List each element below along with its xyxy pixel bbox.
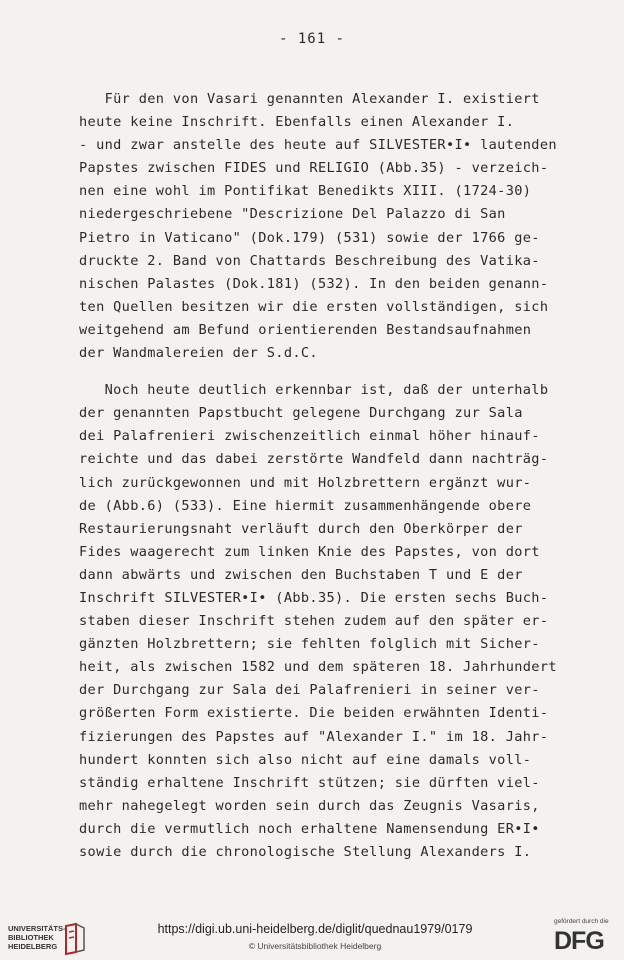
text-line: heute keine Inschrift. Ebenfalls einen Alexander I. bbox=[79, 114, 515, 131]
text-line: dei Palafrenieri zwischenzeitlich einmal höher hinauf- bbox=[79, 428, 540, 445]
text-line: hundert konnten sich also nicht auf eine damals voll- bbox=[79, 751, 532, 768]
text-line: lich zurückgewonnen und mit Holzbrettern ergänzt wur- bbox=[79, 474, 532, 491]
dfg-logo[interactable] bbox=[540, 916, 620, 956]
text-line: Restaurierungsnaht verläuft durch den Oberkörper der bbox=[79, 520, 523, 537]
footer bbox=[0, 912, 624, 960]
dfg-logo-text: DFG bbox=[554, 927, 604, 955]
text-line: weitgehend am Befund orientierenden Bestandsaufnahmen bbox=[79, 321, 532, 338]
text-line: staben dieser Inschrift stehen zudem auf den später er- bbox=[79, 613, 549, 630]
paragraph-2 bbox=[79, 379, 599, 864]
text-line: Noch heute deutlich erkennbar ist, daß der unterhalb bbox=[79, 382, 549, 399]
paragraph-gap bbox=[79, 365, 599, 379]
text-line: dann abwärts und zwischen den Buchstaben T und E der bbox=[79, 566, 523, 583]
text-line: niedergeschriebene "Descrizione Del Palazzo di San bbox=[79, 206, 506, 223]
text-line: Für den von Vasari genannten Alexander I. existiert bbox=[79, 91, 540, 107]
text-line: fizierungen des Papstes auf "Alexander I." im 18. Jahr- bbox=[79, 728, 549, 745]
text-line: heit, als zwischen 1582 und dem späteren 18. Jahrhundert bbox=[79, 659, 557, 676]
text-line: nen eine wohl im Pontifikat Benedikts XIII. (1724-30) bbox=[79, 183, 532, 200]
text-line: - und zwar anstelle des heute auf SILVESTER•I• lautenden bbox=[79, 137, 557, 154]
library-logo[interactable] bbox=[8, 920, 128, 956]
text-line: der Wandmalereien der S.d.C. bbox=[79, 345, 318, 362]
text-line: nischen Palastes (Dok.181) (532). In den beiden genann- bbox=[79, 275, 549, 292]
text-line: gänzten Holzbrettern; sie fehlten folglich mit Sicher- bbox=[79, 636, 540, 653]
document-url-link[interactable]: https://digi.ub.uni-heidelberg.de/diglit/quednau1979/0179 bbox=[157, 922, 473, 936]
funder-caption: gefördert durch die bbox=[554, 918, 609, 925]
body-text bbox=[79, 88, 599, 864]
copyright-notice: © Universitätsbibliothek Heidelberg bbox=[248, 941, 382, 951]
text-line: größerten Form existierte. Die beiden erwähnten Identi- bbox=[79, 705, 549, 722]
text-line: de (Abb.6) (533). Eine hiermit zusammenhängende obere bbox=[79, 497, 532, 514]
text-line: Papstes zwischen FIDES und RELIGIO (Abb.35) - verzeich- bbox=[79, 160, 549, 177]
text-line: reichte und das dabei zerstörte Wandfeld dann nachträg- bbox=[79, 451, 549, 468]
text-line: druckte 2. Band von Chattards Beschreibung des Vatika- bbox=[79, 252, 540, 269]
text-line: mehr nahegelegt worden sein durch das Zeugnis Vasaris, bbox=[79, 797, 540, 814]
text-line: der genannten Papstbucht gelegene Durchgang zur Sala bbox=[79, 405, 523, 422]
text-line: Inschrift SILVESTER•I• (Abb.35). Die ersten sechs Buch- bbox=[79, 589, 549, 606]
text-line: Fides waagerecht zum linken Knie des Papstes, von dort bbox=[79, 543, 540, 560]
library-logo-text: UNIVERSITÄTS- BIBLIOTHEK HEIDELBERG bbox=[8, 924, 66, 951]
paragraph-1 bbox=[79, 88, 599, 365]
library-emblem-icon bbox=[62, 922, 88, 956]
text-line: sowie durch die chronologische Stellung Alexanders I. bbox=[79, 844, 532, 860]
text-line: durch die vermutlich noch erhaltene Namensendung ER•I• bbox=[79, 820, 540, 837]
page-number: - 161 - bbox=[278, 31, 345, 47]
text-line: ten Quellen besitzen wir die ersten vollständigen, sich bbox=[79, 298, 549, 315]
text-line: ständig erhaltene Inschrift stützen; sie dürften viel- bbox=[79, 774, 540, 791]
text-line: Pietro in Vaticano" (Dok.179) (531) sowie der 1766 ge- bbox=[79, 229, 540, 246]
text-line: der Durchgang zur Sala dei Palafrenieri in seiner ver- bbox=[79, 682, 540, 699]
